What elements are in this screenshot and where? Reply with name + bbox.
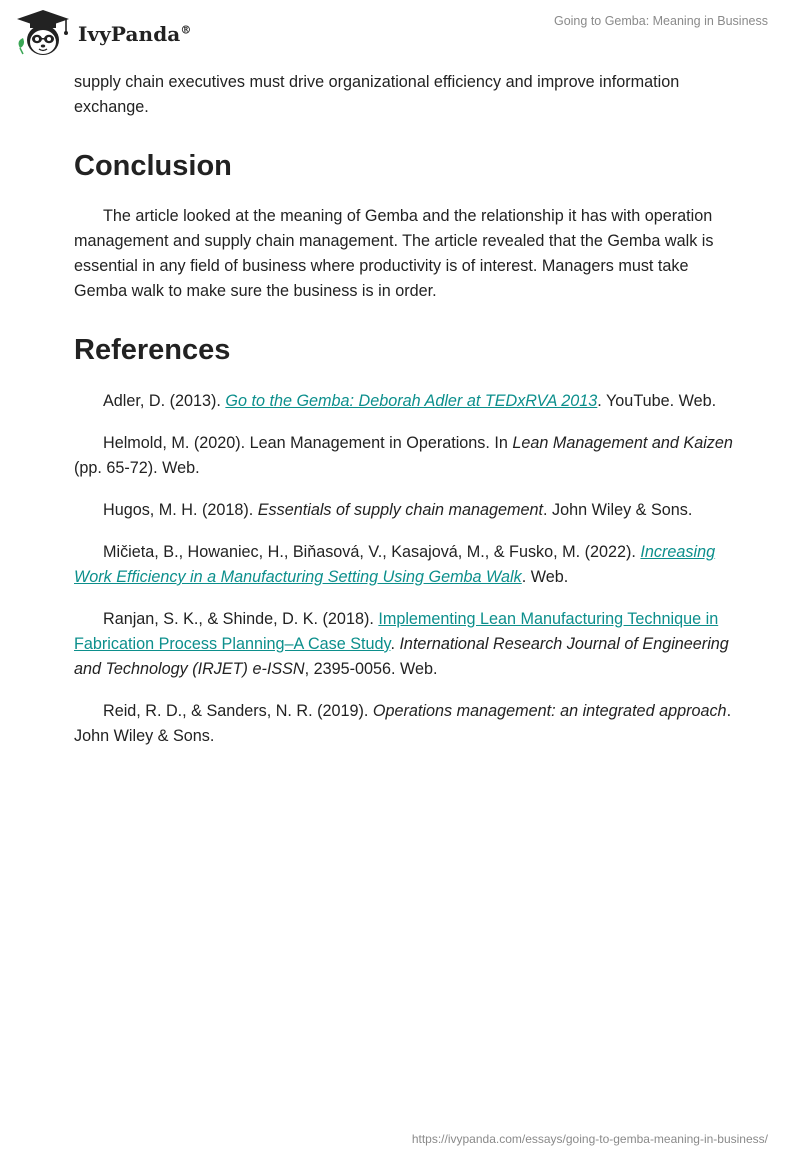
document-title: Going to Gemba: Meaning in Business [553,14,768,28]
reference-item: Adler, D. (2013). Go to the Gemba: Deborah Adler at TEDxRVA 2013. YouTube. Web. [103,392,717,410]
reference-link[interactable]: Increasing Work Efficiency in a Manufacturing Setting Using Gemba Walk [74,543,716,586]
continued-paragraph: supply chain executives must drive organizational efficiency and improve information exchange. [74,73,680,116]
conclusion-heading: Conclusion [74,150,232,182]
references-heading: References [74,334,231,366]
essay-content [74,70,734,766]
logo-text: IvyPanda® [78,22,192,46]
conclusion-paragraph: The article looked at the meaning of Gemba and the relationship it has with operation management and supply chain management. The article revealed that the Gemba walk is essential in any field of business where productivity is of interest. Managers must take Gemba walk to make sure the business is in order. [74,207,714,300]
reference-item: Reid, R. D., & Sanders, N. R. (2019). Operations management: an integrated approach. John Wiley & Sons. [74,702,732,745]
reference-item: Hugos, M. H. (2018). Essentials of supply chain management. John Wiley & Sons. [103,501,693,519]
reference-item: Mičieta, B., Howaniec, H., Biňasová, V., Kasajová, M., & Fusko, M. (2022). Increasing Work Efficiency in a Manufacturing Setting Using Gemba Walk. Web. [74,543,716,586]
footer-url: https://ivypanda.com/essays/going-to-gemba-meaning-in-business/ [411,1132,768,1146]
reference-item: Helmold, M. (2020). Lean Management in Operations. In Lean Management and Kaizen (pp. 65-72). Web. [74,434,733,477]
reference-link[interactable]: Implementing Lean Manufacturing Technique in Fabrication Process Planning–A Case Study [74,610,719,653]
reference-link[interactable]: Go to the Gemba: Deborah Adler at TEDxRVA 2013 [225,392,598,410]
panda-graduate-icon [14,8,72,58]
page-header [0,0,800,64]
ivypanda-logo[interactable] [14,8,191,58]
reference-item: Ranjan, S. K., & Shinde, D. K. (2018). Implementing Lean Manufacturing Technique in Fabrication Process Planning–A Case Study. International Research Journal of Engineering and Technology (IRJET) e-ISSN, 2395-0056. Web. [74,610,729,678]
